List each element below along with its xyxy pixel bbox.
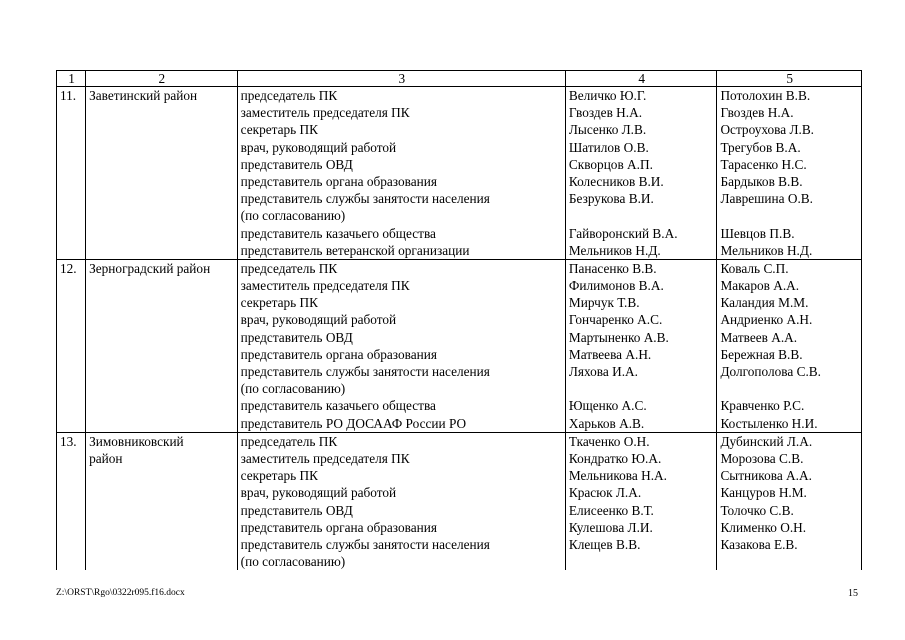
role-line: представитель органа образования	[240, 346, 437, 362]
reserve-name: Тарасенко Н.С.	[720, 156, 807, 172]
role-line: представитель ОВД	[240, 502, 353, 518]
role-line: заместитель председателя ПК	[240, 105, 410, 121]
role-line: председатель ПК	[240, 88, 338, 103]
member-name: Панасенко В.В.	[568, 260, 657, 276]
member-name: Красюк Л.А.	[568, 485, 642, 501]
member-name: Скворцов А.П.	[568, 156, 653, 172]
member-name: Мартыненко А.В.	[568, 329, 669, 345]
role-cell	[237, 432, 565, 570]
district-line: Зерноградский район	[89, 260, 211, 276]
reserve-name: Шевцов П.В.	[720, 225, 795, 241]
reserve-name: Лаврешина О.В.	[720, 191, 814, 207]
role-line: заместитель председателя ПК	[240, 278, 410, 294]
reserve-name: Клименко О.Н.	[720, 519, 807, 535]
reserve-name: Макаров А.А.	[720, 278, 800, 294]
row-number	[57, 432, 86, 570]
header-cell: 4	[565, 71, 717, 87]
role-line: представитель службы занятости населения	[240, 536, 490, 552]
reserve-name: Дубинский Л.А.	[720, 433, 813, 449]
reserve-name: Толочко С.В.	[720, 502, 794, 518]
header-cell: 3	[237, 71, 565, 87]
reserve-name	[720, 380, 859, 397]
role-line: врач, руководящий работой	[240, 139, 397, 155]
role-cell	[237, 87, 565, 260]
role-line: представитель казачьего общества	[240, 398, 436, 414]
reserve-name: Гвоздев Н.А.	[720, 105, 794, 121]
member-name: Безрукова В.И.	[568, 191, 654, 207]
reserve-name: Матвеев А.А.	[720, 329, 798, 345]
commission-table	[56, 70, 862, 570]
member-name: Харьков А.В.	[568, 415, 645, 431]
member-name: Гайворонский В.А.	[568, 225, 678, 241]
reserve-name: Каландия М.М.	[720, 295, 809, 311]
row-number-text: 13.	[60, 433, 77, 449]
role-line: секретарь ПК	[240, 295, 319, 311]
role-line: представитель казачьего общества	[240, 225, 436, 241]
role-line: заместитель председателя ПК	[240, 450, 410, 466]
member-name: Кулешова Л.И.	[568, 519, 653, 535]
row-number	[57, 87, 86, 260]
member-name: Ткаченко О.Н.	[568, 433, 650, 449]
role-line: представитель органа образования	[240, 519, 437, 535]
reserve-name: Бардыков В.В.	[720, 173, 803, 189]
header-cell: 2	[86, 71, 238, 87]
row-number-text: 11.	[60, 88, 77, 103]
district-cell	[86, 259, 238, 432]
reserve-name: Морозова С.В.	[720, 450, 804, 466]
member-name: Мельников Н.Д.	[568, 242, 661, 258]
member-name: Мельникова Н.А.	[568, 468, 667, 484]
table-row	[57, 259, 862, 432]
role-cell	[237, 259, 565, 432]
role-line: врач, руководящий работой	[240, 312, 397, 328]
role-line: председатель ПК	[240, 433, 338, 449]
member-name: Лысенко Л.В.	[568, 122, 647, 138]
reserve-name: Остроухова Л.В.	[720, 122, 815, 138]
member-name: Величко Ю.Г.	[568, 88, 647, 103]
row-number-text: 12.	[60, 260, 77, 276]
reserve-name: Андриенко А.Н.	[720, 312, 813, 328]
table-row	[57, 87, 862, 260]
reserve-name: Долгополова С.В.	[720, 364, 821, 379]
role-line: представитель ОВД	[240, 156, 353, 172]
member-name: Ляхова И.А.	[568, 364, 638, 379]
reserve-cell	[717, 259, 862, 432]
member-name: Гончаренко А.С.	[568, 312, 663, 328]
reserve-cell	[717, 87, 862, 260]
row-number	[57, 259, 86, 432]
member-name: Филимонов В.А.	[568, 278, 664, 294]
member-name: Колесников В.И.	[568, 173, 664, 189]
member-name: Матвеева А.Н.	[568, 346, 652, 362]
reserve-name: Мельников Н.Д.	[720, 242, 813, 258]
role-line: (по согласованию)	[240, 208, 346, 224]
reserve-name: Костыленко Н.И.	[720, 415, 818, 431]
footer-file-path: Z:\ORST\Rgo\0322r095.f16.docx	[56, 588, 185, 598]
role-line: представитель службы занятости населения	[240, 364, 490, 379]
district-line: Зимовниковский	[89, 433, 184, 449]
role-line: врач, руководящий работой	[240, 485, 397, 501]
reserve-name: Трегубов В.А.	[720, 139, 801, 155]
member-name: Ющенко А.С.	[568, 398, 647, 414]
page-number: 15	[848, 588, 858, 599]
district-cell	[86, 432, 238, 570]
role-line: (по согласованию)	[240, 554, 346, 570]
reserve-cell	[717, 432, 862, 570]
reserve-name	[720, 553, 859, 570]
reserve-name: Коваль С.П.	[720, 260, 789, 276]
member-name: Мирчук Т.В.	[568, 295, 640, 311]
reserve-name: Казакова Е.В.	[720, 536, 798, 552]
header-cell: 5	[717, 71, 862, 87]
member-name	[569, 380, 715, 397]
reserve-name	[720, 207, 859, 224]
member-name: Гвоздев Н.А.	[568, 105, 643, 121]
district-cell	[86, 87, 238, 260]
member-name: Кондратко Ю.А.	[568, 450, 662, 466]
member-name: Клещев В.В.	[568, 536, 641, 552]
member-cell	[565, 259, 717, 432]
role-line: представитель ветеранской организации	[240, 242, 470, 258]
table-row	[57, 432, 862, 570]
member-cell	[565, 87, 717, 260]
role-line: секретарь ПК	[240, 468, 319, 484]
role-line: представитель органа образования	[240, 173, 437, 189]
role-line: представитель службы занятости населения	[240, 191, 490, 207]
reserve-name: Сытникова А.А.	[720, 468, 812, 484]
role-line: представитель РО ДОСААФ России РО	[240, 415, 467, 431]
member-cell	[565, 432, 717, 570]
member-name: Елисеенко В.Т.	[568, 502, 654, 518]
reserve-name: Кравченко Р.С.	[720, 398, 805, 414]
district-line: район	[89, 450, 123, 466]
role-line: председатель ПК	[240, 260, 338, 276]
role-line: секретарь ПК	[240, 122, 319, 138]
role-line: представитель ОВД	[240, 329, 353, 345]
member-name: Шатилов О.В.	[568, 139, 649, 155]
member-name	[569, 207, 715, 224]
district-line: Заветинский район	[89, 88, 198, 103]
member-name	[569, 553, 715, 570]
header-row	[57, 71, 862, 87]
reserve-name: Канцуров Н.М.	[720, 485, 807, 501]
reserve-name: Потолохин В.В.	[720, 88, 811, 103]
role-line: (по согласованию)	[240, 381, 346, 397]
reserve-name: Бережная В.В.	[720, 346, 803, 362]
header-cell: 1	[57, 71, 86, 87]
